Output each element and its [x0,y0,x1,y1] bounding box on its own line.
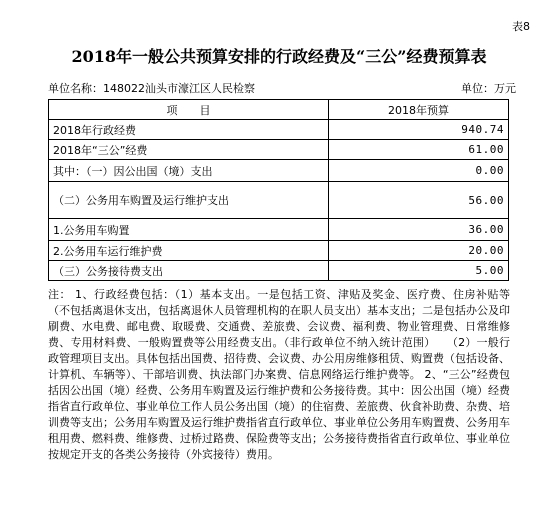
row-label: （二）公务用车购置及运行维护支出 [49,182,329,219]
row-value: 56.00 [329,182,509,219]
row-label: 其中：（一）因公出国（境）支出 [49,160,329,182]
header-item: 项 目 [49,100,329,120]
row-value: 61.00 [329,140,509,160]
row-label: 2018年“三公”经费 [49,140,329,160]
table-row [49,160,509,182]
table-row [49,120,509,140]
header-budget: 2018年预算 [329,100,509,120]
page-title: 2018年一般公共预算安排的行政经费及“三公”经费预算表 [71,47,487,66]
row-value: 36.00 [329,219,509,241]
table-row [49,241,509,261]
row-label: 1.公务用车购置 [49,219,329,241]
unit-name: 单位名称：148022汕头市濠江区人民检察 [48,82,255,95]
row-value: 5.00 [329,261,509,281]
meta-row [48,80,516,96]
row-value: 940.74 [329,120,509,140]
budget-table [48,99,509,281]
table-row [49,261,509,281]
row-value: 0.00 [329,160,509,182]
table-header-row [49,100,509,120]
footnote: 注： 1、行政经费包括：（1）基本支出。一是包括工资、津贴及奖金、医疗费、住房补贴等（不包括离退休支出，包括离退休人员管理机构的在职人员支出）基本支出；二是包括办公及印刷费、水电费、邮电费、取暖费、交通费、差旅费、会议费、福利费、物业管理费、日常维修费、专用材料费、一般购置费等公用经费支出。（非行政单位不纳入统计范围） （2）一般行政管理项目支出。具体包括出国费、招待费、会议费、办公用房维修租赁、购置费（包括设备、计算机、车辆等）、干部培训费、执法部门办案费、信息网络运行维护费等。 2、“三公”经费包括因公出国（境）经费、公务用车购置及运行维护费和公务接待费。其中：因公出国（境）经费指省直行政单位、事业单位工作人员公务出国（境）的住宿费、差旅费、伙食补助费、杂费、培训费等支出；公务用车购置及运行维护费指省直行政单位、事业单位公务用车购置费、公务用车租用费、燃料费、维修费、过桥过路费、保险费等支出；公务接待费指省直行政单位、事业单位按规定开支的各类公务接待（外宾接待）费用。 [48,288,510,461]
row-value: 20.00 [329,241,509,261]
table-row [49,219,509,241]
table-row [49,140,509,160]
row-label: 2.公务用车运行维护费 [49,241,329,261]
row-label: （三）公务接待费支出 [49,261,329,281]
currency-unit: 单位：万元 [461,82,516,95]
table-number: 表8 [512,20,530,33]
row-label: 2018年行政经费 [49,120,329,140]
table-row [49,182,509,219]
